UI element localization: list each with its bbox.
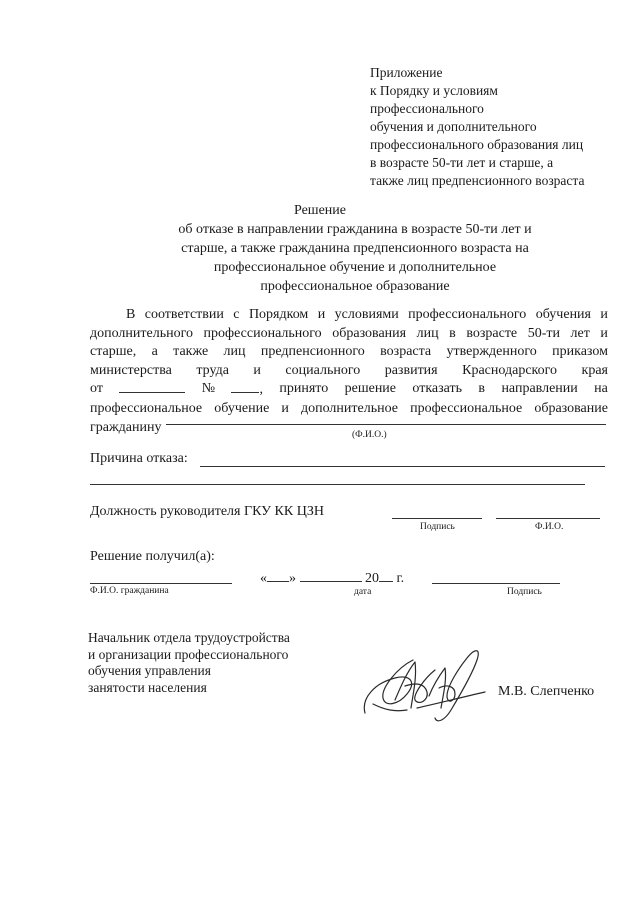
appendix-line: профессионального образования лиц bbox=[370, 137, 584, 152]
order-number-blank[interactable] bbox=[231, 380, 259, 393]
year-blank[interactable] bbox=[379, 569, 393, 582]
appendix-line: к Порядку и условиям bbox=[370, 83, 498, 98]
word: 50-ти bbox=[527, 325, 560, 341]
paragraph-line-6 bbox=[90, 400, 608, 419]
document-subtitle bbox=[150, 220, 560, 296]
paragraph-line-1 bbox=[90, 306, 608, 325]
fio-caption: Ф.И.О. bbox=[535, 522, 564, 532]
signatory-title-line: Начальник отдела трудоустройства bbox=[88, 630, 290, 645]
reason-label: Причина отказа: bbox=[90, 451, 188, 466]
manager-signature-line[interactable] bbox=[392, 518, 482, 519]
word: лиц bbox=[223, 344, 246, 360]
reason-line-1[interactable] bbox=[200, 466, 605, 467]
word: и bbox=[600, 325, 608, 341]
subtitle-line: профессиональное обучение и дополнительное bbox=[213, 260, 497, 275]
paragraph-line-3 bbox=[90, 343, 608, 362]
word: социального bbox=[285, 362, 361, 378]
word: обучения bbox=[535, 307, 591, 322]
word: соответствии bbox=[144, 307, 224, 322]
word: профессиональное bbox=[410, 400, 523, 416]
signatory-name: М.В. Слепченко bbox=[498, 684, 595, 699]
date-caption: дата bbox=[354, 587, 372, 597]
word: и bbox=[600, 307, 608, 322]
appendix-block bbox=[370, 64, 630, 190]
word: утвержденного bbox=[446, 344, 537, 360]
manager-name-line[interactable] bbox=[496, 518, 600, 519]
date-row bbox=[260, 569, 404, 587]
word: предпенсионного bbox=[260, 344, 365, 360]
word: Краснодарского bbox=[462, 362, 558, 378]
subtitle-line: профессиональное образование bbox=[260, 279, 450, 294]
word: и bbox=[317, 307, 326, 322]
word: дополнительного bbox=[90, 325, 193, 341]
word: профессионального bbox=[203, 325, 322, 341]
citizen-fio-line[interactable] bbox=[90, 583, 232, 584]
word: профессиональное bbox=[90, 400, 203, 416]
handwritten-signature-icon bbox=[355, 638, 495, 728]
number-sign: № bbox=[201, 381, 216, 397]
citizen-name-line[interactable] bbox=[166, 424, 606, 425]
word: в bbox=[449, 325, 456, 341]
word: старше, bbox=[90, 344, 137, 360]
citizen-signature-caption: Подпись bbox=[507, 587, 542, 597]
day-blank[interactable] bbox=[267, 569, 289, 582]
word: направлении bbox=[501, 381, 578, 397]
word: а bbox=[151, 344, 158, 360]
paragraph-line-4 bbox=[90, 362, 608, 381]
appendix-line: Приложение bbox=[370, 65, 443, 80]
word: министерства bbox=[90, 362, 172, 378]
subtitle-line: старше, а также гражданина предпенсионного возраста на bbox=[181, 241, 529, 256]
year-prefix: 20 bbox=[365, 571, 379, 586]
receipt-label: Решение получил(а): bbox=[90, 549, 215, 564]
word: приказом bbox=[552, 344, 608, 360]
paragraph-line-7 bbox=[90, 419, 608, 438]
word: также bbox=[173, 344, 209, 360]
word: на bbox=[594, 381, 608, 397]
reason-line-2[interactable] bbox=[90, 484, 585, 485]
month-blank[interactable] bbox=[300, 569, 362, 582]
word: и bbox=[253, 362, 261, 378]
appendix-line: обучения и дополнительного bbox=[370, 119, 537, 134]
word: от bbox=[90, 381, 103, 397]
subtitle-line: об отказе в направлении гражданина в возрасте 50-ти лет и bbox=[178, 222, 532, 237]
signatory-title bbox=[88, 630, 348, 696]
appendix-line: в возрасте 50-ти лет и старше, а bbox=[370, 155, 554, 170]
word: в bbox=[478, 381, 486, 397]
appendix-line: профессионального bbox=[370, 101, 484, 116]
word: дополнительное bbox=[301, 400, 398, 416]
word: условиями bbox=[334, 307, 399, 322]
order-date-blank[interactable] bbox=[119, 380, 185, 393]
word: образование bbox=[534, 400, 608, 416]
word: края bbox=[581, 362, 608, 378]
word: и bbox=[281, 400, 289, 416]
year-suffix: г. bbox=[396, 571, 405, 586]
word: гражданину bbox=[90, 419, 162, 435]
word: возраста bbox=[380, 344, 432, 360]
word: возрасте bbox=[466, 325, 518, 341]
word: отказать bbox=[412, 381, 463, 397]
word: лиц bbox=[416, 325, 439, 341]
word: образования bbox=[332, 325, 407, 341]
word: с bbox=[233, 307, 240, 322]
word: профессионального bbox=[408, 307, 527, 322]
position-label: Должность руководителя ГКУ КК ЦЗН bbox=[90, 504, 324, 519]
word: труда bbox=[196, 362, 229, 378]
citizen-fio-caption: Ф.И.О. гражданина bbox=[90, 586, 169, 596]
appendix-line: также лиц предпенсионного возраста bbox=[370, 173, 585, 188]
paragraph-line-5: от № , принято решение отказать в направлении на bbox=[90, 380, 608, 400]
fio-caption: (Ф.И.О.) bbox=[352, 430, 387, 440]
word: В bbox=[126, 307, 136, 322]
paragraph-line-2 bbox=[90, 325, 608, 344]
citizen-signature-line[interactable] bbox=[432, 583, 560, 584]
signatory-title-line: обучения управления bbox=[88, 663, 211, 678]
document-title: Решение bbox=[293, 203, 346, 218]
word: обучение bbox=[214, 400, 270, 416]
decision-paragraph bbox=[90, 306, 608, 437]
quote-close: » bbox=[289, 571, 296, 586]
word: принято bbox=[279, 381, 329, 397]
word: Порядком bbox=[248, 307, 309, 322]
word: решение bbox=[344, 381, 397, 397]
signature-caption: Подпись bbox=[420, 522, 455, 532]
signatory-title-line: занятости населения bbox=[88, 679, 207, 695]
word: развития bbox=[384, 362, 438, 378]
signatory-title-line: и организации профессионального bbox=[88, 646, 289, 662]
word: лет bbox=[570, 325, 590, 341]
quote-open: « bbox=[260, 571, 267, 586]
